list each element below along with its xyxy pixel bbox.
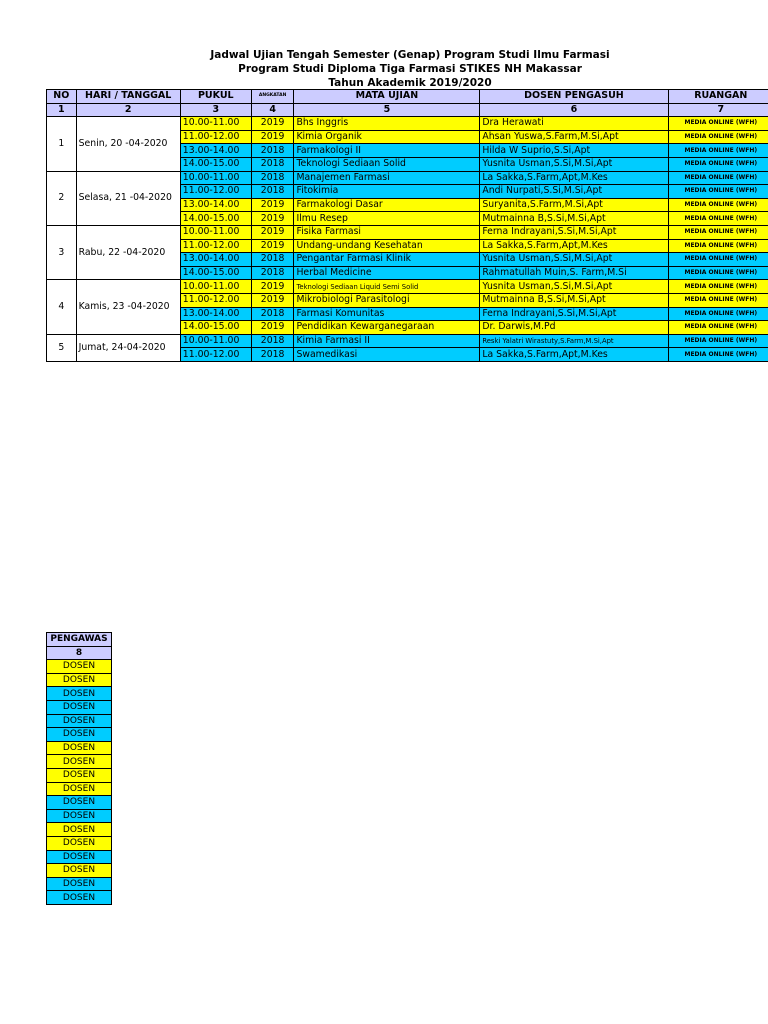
- subject-cell: Teknologi Sediaan Liquid Semi Solid: [294, 280, 480, 294]
- col-number: 6: [480, 103, 668, 117]
- document-title: [46, 48, 768, 90]
- supervisor-cell: DOSEN: [47, 741, 112, 755]
- subject-cell: Bhs Inggris: [294, 117, 480, 131]
- lecturer-cell: Reski Yalatri Wirastuty,S.Farm,M.Si,Apt: [480, 334, 668, 348]
- supervisor-row: [47, 877, 112, 891]
- room-cell: MEDIA ONLINE (WFH): [668, 225, 768, 239]
- supervisor-row: [47, 864, 112, 878]
- time-cell: 11.00-12.00: [180, 293, 251, 307]
- subject-cell: Fitokimia: [294, 185, 480, 199]
- room-cell: MEDIA ONLINE (WFH): [668, 157, 768, 171]
- cohort-cell: 2019: [251, 293, 294, 307]
- time-cell: 11.00-12.00: [180, 239, 251, 253]
- cohort-cell: 2018: [251, 253, 294, 267]
- supervisor-cell: DOSEN: [47, 755, 112, 769]
- time-cell: 11.00-12.00: [180, 130, 251, 144]
- table-row: [47, 225, 768, 239]
- time-cell: 10.00-11.00: [180, 117, 251, 131]
- supervisor-row: [47, 741, 112, 755]
- room-cell: MEDIA ONLINE (WFH): [668, 185, 768, 199]
- subject-cell: Teknologi Sediaan Solid: [294, 157, 480, 171]
- time-cell: 14.00-15.00: [180, 266, 251, 280]
- title-line-3: Tahun Akademik 2019/2020: [328, 77, 492, 89]
- supervisor-row: [47, 700, 112, 714]
- supervisor-table: [46, 632, 112, 905]
- subject-cell: Herbal Medicine: [294, 266, 480, 280]
- subject-cell: Ilmu Resep: [294, 212, 480, 226]
- lecturer-cell: Andi Nurpati,S.Si,M.Si,Apt: [480, 185, 668, 199]
- supervisor-cell: DOSEN: [47, 768, 112, 782]
- time-cell: 13.00-14.00: [180, 307, 251, 321]
- subject-cell: Fisika Farmasi: [294, 225, 480, 239]
- supervisor-cell: DOSEN: [47, 700, 112, 714]
- cohort-cell: 2018: [251, 157, 294, 171]
- table-row: [47, 117, 768, 131]
- room-cell: MEDIA ONLINE (WFH): [668, 334, 768, 348]
- header-no: NO: [47, 90, 77, 104]
- lecturer-cell: La Sakka,S.Farm,Apt,M.Kes: [480, 348, 668, 362]
- day-date: Selasa, 21 -04-2020: [76, 171, 180, 225]
- subject-cell: Mikrobiologi Parasitologi: [294, 293, 480, 307]
- room-cell: MEDIA ONLINE (WFH): [668, 307, 768, 321]
- time-cell: 10.00-11.00: [180, 334, 251, 348]
- day-number: 4: [47, 280, 77, 334]
- supervisor-cell: DOSEN: [47, 864, 112, 878]
- supervisor-cell: DOSEN: [47, 809, 112, 823]
- col-number: 7: [668, 103, 768, 117]
- room-cell: MEDIA ONLINE (WFH): [668, 198, 768, 212]
- supervisor-cell: DOSEN: [47, 891, 112, 905]
- supervisor-cell: DOSEN: [47, 687, 112, 701]
- day-date: Jumat, 24-04-2020: [76, 334, 180, 361]
- lecturer-cell: La Sakka,S.Farm,Apt,M.Kes: [480, 239, 668, 253]
- lecturer-cell: Yusnita Usman,S.Si,M.Si,Apt: [480, 157, 668, 171]
- lecturer-cell: Yusnita Usman,S.Si,M.Si,Apt: [480, 253, 668, 267]
- subject-cell: Manajemen Farmasi: [294, 171, 480, 185]
- room-cell: MEDIA ONLINE (WFH): [668, 130, 768, 144]
- day-date: Kamis, 23 -04-2020: [76, 280, 180, 334]
- supervisor-cell: DOSEN: [47, 782, 112, 796]
- cohort-cell: 2018: [251, 266, 294, 280]
- room-cell: MEDIA ONLINE (WFH): [668, 117, 768, 131]
- subject-cell: Swamedikasi: [294, 348, 480, 362]
- cohort-cell: 2018: [251, 171, 294, 185]
- col-number: 4: [251, 103, 294, 117]
- supervisor-row: [47, 714, 112, 728]
- header-room: RUANGAN: [668, 90, 768, 104]
- subject-cell: Kimia Organik: [294, 130, 480, 144]
- room-cell: MEDIA ONLINE (WFH): [668, 171, 768, 185]
- day-number: 5: [47, 334, 77, 361]
- cohort-cell: 2018: [251, 348, 294, 362]
- supervisor-cell: DOSEN: [47, 877, 112, 891]
- supervisor-row: [47, 836, 112, 850]
- title-line-1: Jadwal Ujian Tengah Semester (Genap) Program Studi Ilmu Farmasi: [210, 49, 610, 61]
- cohort-cell: 2019: [251, 239, 294, 253]
- cohort-cell: 2018: [251, 334, 294, 348]
- room-cell: MEDIA ONLINE (WFH): [668, 266, 768, 280]
- subject-cell: Kimia Farmasi II: [294, 334, 480, 348]
- supervisor-cell: DOSEN: [47, 823, 112, 837]
- supervisor-row: [47, 823, 112, 837]
- lecturer-cell: Ahsan Yuswa,S.Farm,M.Si,Apt: [480, 130, 668, 144]
- header-subject: MATA UJIAN: [294, 90, 480, 104]
- supervisor-cell: DOSEN: [47, 836, 112, 850]
- subject-cell: Pendidikan Kewarganegaraan: [294, 321, 480, 335]
- lecturer-cell: Rahmatullah Muin,S. Farm,M.Si: [480, 266, 668, 280]
- supervisor-row: [47, 660, 112, 674]
- lecturer-cell: Mutmainna B,S.Si,M.Si,Apt: [480, 212, 668, 226]
- supervisor-cell: DOSEN: [47, 660, 112, 674]
- time-cell: 14.00-15.00: [180, 321, 251, 335]
- title-line-2: Program Studi Diploma Tiga Farmasi STIKES NH Makassar: [238, 63, 582, 75]
- supervisor-cell: DOSEN: [47, 714, 112, 728]
- cohort-cell: 2019: [251, 198, 294, 212]
- lecturer-cell: Dra Herawati: [480, 117, 668, 131]
- time-cell: 10.00-11.00: [180, 171, 251, 185]
- lecturer-cell: Mutmainna B,S.Si,M.Si,Apt: [480, 293, 668, 307]
- supervisor-row: [47, 673, 112, 687]
- cohort-cell: 2019: [251, 280, 294, 294]
- exam-schedule-table: [46, 89, 768, 362]
- header-lecturer: DOSEN PENGASUH: [480, 90, 668, 104]
- subject-cell: Farmakologi Dasar: [294, 198, 480, 212]
- supervisor-row: [47, 687, 112, 701]
- day-number: 1: [47, 117, 77, 171]
- subject-cell: Farmakologi II: [294, 144, 480, 158]
- day-number: 3: [47, 225, 77, 279]
- time-cell: 10.00-11.00: [180, 225, 251, 239]
- col-number: 5: [294, 103, 480, 117]
- cohort-cell: 2019: [251, 130, 294, 144]
- lecturer-cell: Yusnita Usman,S.Si,M.Si,Apt: [480, 280, 668, 294]
- subject-cell: Farmasi Komunitas: [294, 307, 480, 321]
- lecturer-cell: Hilda W Suprio,S.Si,Apt: [480, 144, 668, 158]
- time-cell: 11.00-12.00: [180, 348, 251, 362]
- time-cell: 13.00-14.00: [180, 144, 251, 158]
- room-cell: MEDIA ONLINE (WFH): [668, 280, 768, 294]
- cohort-cell: 2019: [251, 225, 294, 239]
- day-number: 2: [47, 171, 77, 225]
- supervisor-cell: DOSEN: [47, 850, 112, 864]
- supervisor-row: [47, 782, 112, 796]
- time-cell: 10.00-11.00: [180, 280, 251, 294]
- subject-cell: Pengantar Farmasi Klinik: [294, 253, 480, 267]
- supervisor-row: [47, 755, 112, 769]
- supervisor-row: [47, 768, 112, 782]
- lecturer-cell: Ferna Indrayani,S.Si,M.Si,Apt: [480, 225, 668, 239]
- time-cell: 13.00-14.00: [180, 253, 251, 267]
- time-cell: 14.00-15.00: [180, 212, 251, 226]
- room-cell: MEDIA ONLINE (WFH): [668, 253, 768, 267]
- supervisor-row: [47, 728, 112, 742]
- col-number: 1: [47, 103, 77, 117]
- supervisor-header: PENGAWAS: [47, 633, 112, 647]
- supervisor-row: [47, 809, 112, 823]
- header-day: HARI / TANGGAL: [76, 90, 180, 104]
- supervisor-cell: DOSEN: [47, 728, 112, 742]
- column-number-row: [47, 103, 768, 117]
- time-cell: 13.00-14.00: [180, 198, 251, 212]
- room-cell: MEDIA ONLINE (WFH): [668, 212, 768, 226]
- day-date: Senin, 20 -04-2020: [76, 117, 180, 171]
- supervisor-col-number: 8: [47, 646, 112, 660]
- table-row: [47, 334, 768, 348]
- supervisor-cell: DOSEN: [47, 673, 112, 687]
- room-cell: MEDIA ONLINE (WFH): [668, 293, 768, 307]
- lecturer-cell: Ferna Indrayani,S.Si,M.Si,Apt: [480, 307, 668, 321]
- cohort-cell: 2019: [251, 321, 294, 335]
- time-cell: 11.00-12.00: [180, 185, 251, 199]
- supervisor-row: [47, 850, 112, 864]
- supervisor-row: [47, 796, 112, 810]
- day-date: Rabu, 22 -04-2020: [76, 225, 180, 279]
- supervisor-cell: DOSEN: [47, 796, 112, 810]
- time-cell: 14.00-15.00: [180, 157, 251, 171]
- header-time: PUKUL: [180, 90, 251, 104]
- table-row: [47, 171, 768, 185]
- header-row: [47, 90, 768, 104]
- room-cell: MEDIA ONLINE (WFH): [668, 144, 768, 158]
- cohort-cell: 2018: [251, 144, 294, 158]
- col-number: 2: [76, 103, 180, 117]
- room-cell: MEDIA ONLINE (WFH): [668, 321, 768, 335]
- lecturer-cell: Dr. Darwis,M.Pd: [480, 321, 668, 335]
- header-cohort: ANGKATAN: [251, 90, 294, 104]
- subject-cell: Undang-undang Kesehatan: [294, 239, 480, 253]
- lecturer-cell: Suryanita,S.Farm,M.Si,Apt: [480, 198, 668, 212]
- lecturer-cell: La Sakka,S.Farm,Apt,M.Kes: [480, 171, 668, 185]
- room-cell: MEDIA ONLINE (WFH): [668, 348, 768, 362]
- cohort-cell: 2018: [251, 185, 294, 199]
- room-cell: MEDIA ONLINE (WFH): [668, 239, 768, 253]
- table-row: [47, 280, 768, 294]
- supervisor-row: [47, 891, 112, 905]
- cohort-cell: 2019: [251, 212, 294, 226]
- cohort-cell: 2018: [251, 307, 294, 321]
- cohort-cell: 2019: [251, 117, 294, 131]
- col-number: 3: [180, 103, 251, 117]
